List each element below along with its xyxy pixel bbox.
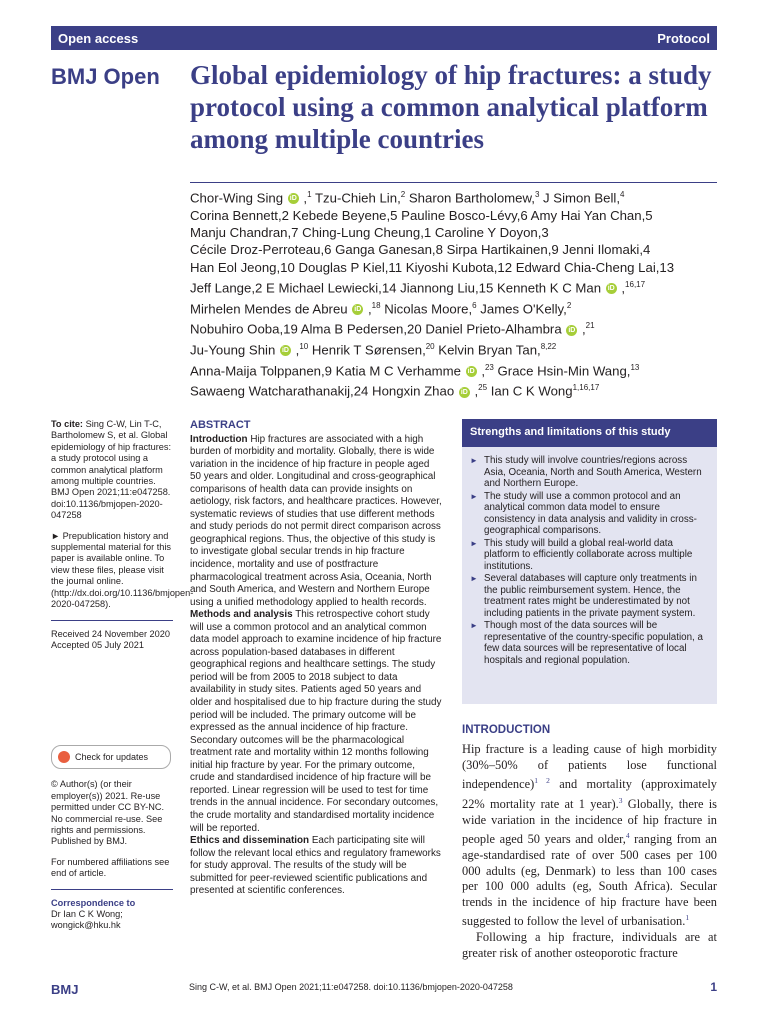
list-item: ► The study will use a common protocol and an analytical common data model to ensure consistency in data analysis and validity in cross-geographical comparisons. (470, 491, 709, 537)
check-for-updates-button[interactable]: Check for updates (51, 745, 171, 769)
author-line: Nobuhiro Ooba,19 Alma B Pedersen,20 Daniel Prieto-Alhambra iD ,$^{21}$ (190, 321, 595, 337)
page-footer (51, 978, 717, 998)
reference-link[interactable]: 1 (685, 913, 690, 923)
correspondence-name: Dr Ian C K Wong; (51, 908, 123, 919)
correspondence-heading: Correspondence to (51, 897, 136, 908)
title-divider (190, 182, 717, 183)
introduction-paragraph: Following a hip fracture, individuals are at greater risk of another osteoporotic fracture (462, 930, 717, 960)
open-access-label: Open access (58, 31, 139, 46)
prepub-note[interactable]: ► Prepublication history and supplemental material for this paper is available online. To view these files, please visit the journal online. (http://dx.doi.org/10.1136/bmjopen-2020-047258). (51, 530, 194, 610)
top-banner (51, 26, 717, 50)
abstract-introduction: Introduction Hip fractures are associated with a high burden of morbidity and mortality. Globally, there is wide variation in the incidence of hip fracture in people aged 50 years and older. Longitudinal and cross-geographical comparisons of health data can provide insights on aetiology, risk factors, and healthcare practices. However, systematic reviews of studies that use different methods and study periods do not permit direct comparison across geographical regions. Thus, the objective of this study is to investigate global secular trends in hip fracture incidence, mortality and use of postfracture pharmacological treatment across Asia, Oceania, North and South America, and Western and Northern Europe using a unified methodology applied to health records. (190, 433, 442, 608)
sidebar-divider (51, 620, 173, 621)
list-item: ► Though most of the data sources will be representative of the country-specific population, a few data sources will be representative of local hospitals and regional population. (470, 620, 709, 666)
orcid-icon[interactable]: iD (281, 347, 289, 355)
introduction-heading: INTRODUCTION (462, 724, 551, 736)
footer-citation: Sing C-W, et al. BMJ Open 2021;11:e047258. doi:10.1136/bmjopen-2020-047258 (189, 982, 513, 992)
sidebar-divider (51, 889, 173, 890)
crossmark-icon (58, 751, 70, 763)
orcid-icon[interactable]: iD (568, 326, 576, 334)
orcid-icon[interactable]: iD (460, 388, 468, 396)
orcid-icon[interactable]: iD (607, 285, 615, 293)
author-line: Chor-Wing Sing iD ,$^1$ Tzu-Chieh Lin,$^2$ Sharon Bartholomew,$^3$ J Simon Bell,$^4$ (190, 190, 625, 206)
article-title: Global epidemiology of hip fractures: a study protocol using a common analytical platform among multiple countries (190, 60, 712, 154)
author-line: Mirhelen Mendes de Abreu iD ,$^{18}$ Nicolas Moore,$^6$ James O'Kelly,$^2$ (190, 300, 572, 316)
page-number: 1 (710, 980, 717, 994)
list-item: ► This study will build a global real-world data platform to efficiently collaborate across multiple institutions. (470, 538, 709, 573)
strengths-list (462, 447, 717, 666)
author-line: Jeff Lange,2 E Michael Lewiecki,14 Jiannong Liu,15 Kenneth K C Man iD ,$^{16,17}$ (190, 279, 646, 296)
list-item: ► This study will involve countries/regions across Asia, Oceania, North and South America, Western and Northern Europe. (470, 455, 709, 490)
author-line: Anna-Maija Tolppanen,9 Katia M C Verhamme iD ,$^{23}$ Grace Hsin-Min Wang,$^{13}$ (190, 362, 640, 379)
abstract-heading: ABSTRACT (190, 419, 251, 431)
author-line: Sawaeng Watcharathanakij,24 Hongxin Zhao iD ,$^{25}$ Ian C K Wong$^{1,16,17}$ (190, 383, 600, 399)
abstract (190, 419, 442, 898)
author-line: Han Eol Jeong,10 Douglas P Kiel,11 Kiyoshi Kubota,12 Edward Chia-Cheng Lai,13 (190, 259, 675, 275)
affiliations-note: For numbered affiliations see end of article. (51, 856, 170, 879)
strengths-limitations-box (462, 419, 717, 704)
footer-logo: BMJ (51, 982, 79, 997)
author-line: Cécile Droz-Perroteau,6 Ganga Ganesan,8 Sirpa Hartikainen,9 Jenni Ilomaki,4 (190, 242, 651, 258)
article-type-label: Protocol (657, 31, 710, 46)
reference-link[interactable]: 1 2 (534, 776, 550, 786)
left-sidebar (51, 419, 194, 932)
orcid-icon[interactable]: iD (289, 195, 297, 203)
reference-link[interactable]: 4 (625, 831, 630, 841)
citation-block: To cite: Sing C-W, Lin T-C, Bartholomew S, et al. Global epidemiology of hip fractures: a study protocol using a common analytical platform among multiple countries. BMJ Open 2021;11:e047258. doi:10.1136/bmjopen-2020-047258 (51, 419, 172, 521)
author-line: Manju Chandran,7 Ching-Lung Cheung,1 Caroline Y Doyon,3 (190, 224, 549, 240)
author-list (190, 186, 720, 400)
received-date: Received 24 November 2020 (51, 628, 170, 639)
abstract-methods: Methods and analysis This retrospective cohort study will use a common protocol and an analytical common data model approach to examine incidence of hip fracture across population-based databases in different geographical regions and healthcare settings. The study period will be from 2005 to 2018 subject to data availability in study sites. Patients aged 50 years and older and hospitalised due to hip fracture during the study period will be included. The primary outcome will be expressed as the annual incidence of hip fracture. Secondary outcomes will be the pharmacological treatment rate and mortality within 12 months following initial hip fracture by year. For the primary outcome, crude and standardised incidence of hip fracture will be reported. Linear regression will be used to test for time trends in the annual incidence. For secondary outcomes, the crude mortality and standardised mortality incidence will be reported. (190, 609, 442, 834)
author-line: Corina Bennett,2 Kebede Beyene,5 Pauline Bosco-Lévy,6 Amy Hai Yan Chan,5 (190, 207, 653, 223)
introduction-paragraph: Hip fracture is a leading cause of high morbidity (30%–50% of patients lose functional independence)$^{1 2}$ and mortality (approximately 22% mortality rate at 1 year).$^3$ Globally, there is wide variation in the incidence of hip fracture in people aged 50 years and older,$^4$ ranging from an age-standardised rate of over 500 cases per 100 000 adults (eg, Denmark) to less than 100 cases per 100 000 adults (eg, South Africa). Secular trends in the incidence of hip fracture have been suggested to follow the level of urbanisation.$^1$ (462, 742, 717, 929)
reference-link[interactable]: 3 (618, 795, 623, 805)
author-line: Ju-Young Shin iD ,$^{10}$ Henrik T Sørensen,$^{20}$ Kelvin Bryan Tan,$^{8,22}$ (190, 341, 557, 358)
introduction-section (462, 724, 717, 961)
abstract-ethics: Ethics and dissemination Each participating site will follow the relevant local ethics and regulatory frameworks for study approval. The results of the study will be submitted for peer-reviewed scientific publications and presented at scientific conferences. (190, 835, 441, 897)
strengths-heading: Strengths and limitations of this study (462, 419, 717, 447)
copyright-note: © Author(s) (or their employer(s)) 2021. Re-use permitted under CC BY-NC. No commercial re-use. See rights and permissions. Published by BMJ. (51, 779, 165, 847)
correspondence-email[interactable]: wongick@hku.hk (51, 920, 121, 931)
orcid-icon[interactable]: iD (467, 368, 475, 376)
orcid-icon[interactable]: iD (354, 305, 362, 313)
journal-logo: BMJ Open (51, 64, 160, 89)
list-item: ► Several databases will capture only treatments in the public reimbursement system. Hence, the treatment rates might be underestimated by not including patients in the private payment system. (470, 573, 709, 619)
accepted-date: Accepted 05 July 2021 (51, 639, 144, 650)
